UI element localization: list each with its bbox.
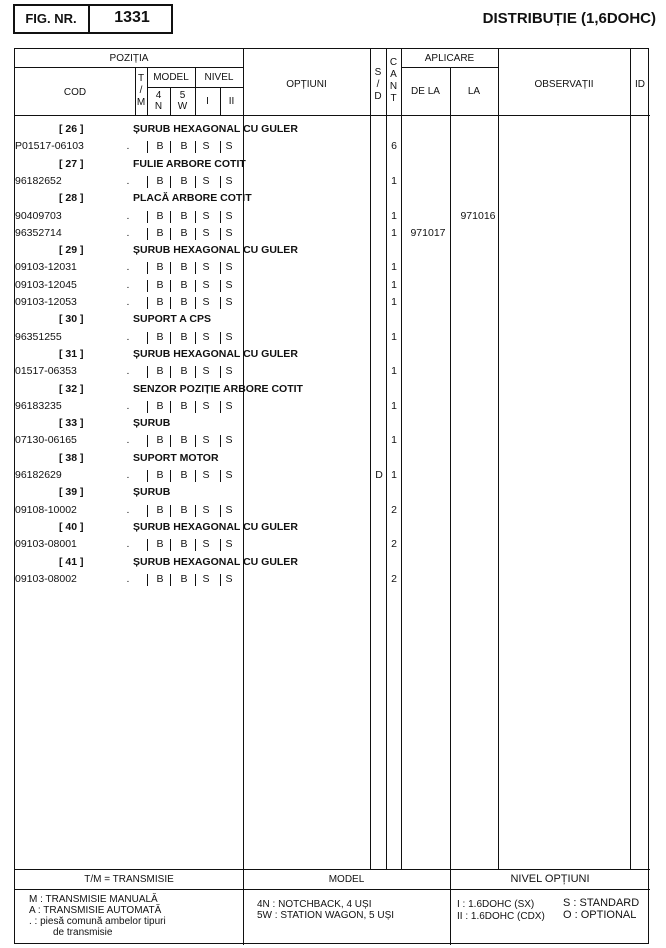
cell-separator xyxy=(195,176,196,188)
transmission-cell: . xyxy=(126,140,130,153)
group-header-row xyxy=(15,190,650,207)
nivel-2-cell: S xyxy=(225,399,233,412)
sd-cell: D xyxy=(375,469,383,481)
quantity-cell: 1 xyxy=(391,330,397,343)
part-row xyxy=(15,173,650,190)
transmission-cell: . xyxy=(126,469,130,481)
model-4n-cell: B xyxy=(156,296,164,308)
part-row xyxy=(15,467,650,484)
part-row xyxy=(15,502,650,519)
nivel-1-cell: S xyxy=(202,330,210,343)
footer-nivel-line-1: I : 1.6DOHC (SX) xyxy=(457,899,535,910)
cell-separator xyxy=(147,228,148,240)
nivel-1-cell: S xyxy=(202,209,210,222)
quantity-cell: 6 xyxy=(391,140,397,153)
model-4n-cell: B xyxy=(156,503,164,516)
position-number: [ 41 ] xyxy=(59,555,84,568)
cell-separator xyxy=(147,211,148,223)
model-4n-cell: B xyxy=(156,226,164,239)
nivel-1-cell: S xyxy=(202,226,210,239)
cell-separator xyxy=(170,505,171,517)
quantity-cell: 1 xyxy=(391,261,397,274)
cell-separator xyxy=(147,435,148,447)
quantity-cell: 1 xyxy=(391,209,397,222)
header-model-5w: 5 W xyxy=(177,90,188,112)
model-4n-cell: B xyxy=(156,330,164,343)
cell-separator xyxy=(147,297,148,309)
model-4n-cell: B xyxy=(156,434,164,447)
cell-separator xyxy=(147,470,148,482)
header-pozitia: POZIȚIA xyxy=(109,53,149,64)
quantity-cell: 1 xyxy=(391,399,397,412)
part-code: 96351255 xyxy=(15,330,62,343)
header-cant: C A N T xyxy=(389,57,398,104)
part-description: SUPORT A CPS xyxy=(133,313,211,326)
model-5w-cell: B xyxy=(180,261,188,274)
part-code: 09103-12045 xyxy=(15,278,77,291)
part-description: ȘURUB HEXAGONAL CU GULER xyxy=(133,520,298,533)
model-5w-cell: B xyxy=(180,365,188,378)
cell-separator xyxy=(147,366,148,378)
cell-separator xyxy=(170,262,171,274)
cell-separator xyxy=(147,280,148,292)
transmission-cell: . xyxy=(126,503,130,516)
nivel-2-cell: S xyxy=(225,209,233,222)
position-number: [ 39 ] xyxy=(59,486,84,499)
cell-separator xyxy=(170,141,171,153)
part-code: 96183235 xyxy=(15,399,62,412)
position-number: [ 30 ] xyxy=(59,313,84,326)
model-5w-cell: B xyxy=(180,296,188,308)
model-4n-cell: B xyxy=(156,538,164,551)
transmission-cell: . xyxy=(126,572,130,585)
quantity-cell: 2 xyxy=(391,572,397,585)
footer-model-title: MODEL xyxy=(328,874,365,885)
cell-separator xyxy=(170,176,171,188)
part-row xyxy=(15,208,650,225)
part-code: 09103-08001 xyxy=(15,538,77,551)
nivel-1-cell: S xyxy=(202,140,210,153)
cell-separator xyxy=(147,262,148,274)
group-header-row xyxy=(15,242,650,259)
cell-separator xyxy=(170,228,171,240)
nivel-1-cell: S xyxy=(202,503,210,516)
cell-separator xyxy=(195,470,196,482)
cell-separator xyxy=(195,539,196,551)
nivel-1-cell: S xyxy=(202,469,210,481)
nivel-2-cell: S xyxy=(225,226,233,239)
footer-tm-line-4: de transmisie xyxy=(53,927,113,938)
footer-model-line-2: 5W : STATION WAGON, 5 UȘI xyxy=(257,910,395,921)
nivel-1-cell: S xyxy=(202,572,210,585)
part-row xyxy=(15,138,650,155)
cell-separator xyxy=(147,141,148,153)
nivel-1-cell: S xyxy=(202,365,210,378)
model-4n-cell: B xyxy=(156,469,164,481)
cell-separator xyxy=(195,228,196,240)
header-optiuni: OPȚIUNI xyxy=(286,79,327,90)
part-code: 96352714 xyxy=(15,226,62,239)
header-nivel-2: II xyxy=(228,96,235,107)
part-code: 09103-08002 xyxy=(15,572,77,585)
header-observatii: OBSERVAȚII xyxy=(534,79,594,90)
model-5w-cell: B xyxy=(180,174,188,187)
cell-separator xyxy=(170,539,171,551)
part-code: P01517-06103 xyxy=(15,140,84,153)
part-code: 09103-12031 xyxy=(15,261,77,274)
position-number: [ 27 ] xyxy=(59,157,84,170)
group-header-row xyxy=(15,519,650,536)
cell-separator xyxy=(170,297,171,309)
cell-separator xyxy=(195,366,196,378)
nivel-1-cell: S xyxy=(202,278,210,291)
footer-tm-line-3: . : piesă comună ambelor tipuri xyxy=(29,916,166,927)
group-header-row xyxy=(15,156,650,173)
transmission-cell: . xyxy=(126,226,130,239)
quantity-cell: 2 xyxy=(391,503,397,516)
position-number: [ 40 ] xyxy=(59,520,84,533)
part-code: 01517-06353 xyxy=(15,365,77,378)
cell-separator xyxy=(147,176,148,188)
cell-separator xyxy=(195,141,196,153)
position-number: [ 29 ] xyxy=(59,244,84,257)
model-4n-cell: B xyxy=(156,140,164,153)
group-header-row xyxy=(15,311,650,328)
quantity-cell: 1 xyxy=(391,278,397,291)
position-number: [ 33 ] xyxy=(59,417,84,430)
part-row xyxy=(15,225,650,242)
part-row xyxy=(15,571,650,588)
quantity-cell: 1 xyxy=(391,365,397,378)
group-header-row xyxy=(15,381,650,398)
model-5w-cell: B xyxy=(180,434,188,447)
part-code: 90409703 xyxy=(15,209,62,222)
part-description: SUPORT MOTOR xyxy=(133,451,219,464)
cell-separator xyxy=(170,470,171,482)
footer-model-line-1: 4N : NOTCHBACK, 4 UȘI xyxy=(257,899,372,910)
part-description: ȘURUB HEXAGONAL CU GULER xyxy=(133,347,298,360)
transmission-cell: . xyxy=(126,174,130,187)
part-description: ȘURUB xyxy=(133,486,171,499)
header-de-la: DE LA xyxy=(411,86,440,97)
part-description: SENZOR POZIȚIE ARBORE COTIT xyxy=(133,382,303,395)
cell-separator xyxy=(195,505,196,517)
footer-tm-line-2: A : TRANSMISIE AUTOMATĂ xyxy=(29,905,162,916)
header-sd: S / D xyxy=(374,67,382,102)
header-model: MODEL xyxy=(153,72,189,83)
cell-separator xyxy=(195,211,196,223)
nivel-2-cell: S xyxy=(225,538,233,551)
part-row xyxy=(15,363,650,380)
header-model-4n: 4 N xyxy=(154,90,163,112)
model-4n-cell: B xyxy=(156,261,164,274)
footer-header-line xyxy=(15,889,650,890)
model-5w-cell: B xyxy=(180,278,188,291)
nivel-2-cell: S xyxy=(225,174,233,187)
footer-nivel-code-1: S : STANDARD xyxy=(563,897,640,909)
group-header-row xyxy=(15,121,650,138)
part-row xyxy=(15,259,650,276)
nivel-2-cell: S xyxy=(225,572,233,585)
model-5w-cell: B xyxy=(180,226,188,239)
nivel-1-cell: S xyxy=(202,538,210,551)
cell-separator xyxy=(147,505,148,517)
part-code: 09103-12053 xyxy=(15,296,77,308)
position-number: [ 28 ] xyxy=(59,192,84,205)
header-bottom-line xyxy=(15,115,650,116)
transmission-cell: . xyxy=(126,365,130,378)
header-la: LA xyxy=(467,86,481,97)
footer-nivel-line-2: II : 1.6DOHC (CDX) xyxy=(457,911,545,922)
cell-separator xyxy=(195,297,196,309)
group-header-row xyxy=(15,346,650,363)
transmission-cell: . xyxy=(126,399,130,412)
model-5w-cell: B xyxy=(180,140,188,153)
cell-separator xyxy=(195,401,196,413)
nivel-2-cell: S xyxy=(225,434,233,447)
model-4n-cell: B xyxy=(156,365,164,378)
cell-separator xyxy=(195,280,196,292)
cell-separator xyxy=(170,574,171,586)
model-5w-cell: B xyxy=(180,399,188,412)
quantity-cell: 1 xyxy=(391,296,397,308)
header-line-aplicare xyxy=(401,67,498,68)
position-number: [ 31 ] xyxy=(59,347,84,360)
cell-separator xyxy=(170,401,171,413)
part-row xyxy=(15,398,650,415)
part-description: ȘURUB HEXAGONAL CU GULER xyxy=(133,555,298,568)
cell-separator xyxy=(147,574,148,586)
part-code: 09108-10002 xyxy=(15,503,77,516)
parts-rows xyxy=(15,121,650,861)
cell-separator xyxy=(195,332,196,344)
figure-number: 1331 xyxy=(114,9,150,26)
model-5w-cell: B xyxy=(180,503,188,516)
header-id: ID xyxy=(635,79,645,90)
transmission-cell: . xyxy=(126,296,130,308)
transmission-cell: . xyxy=(126,261,130,274)
model-5w-cell: B xyxy=(180,330,188,343)
cell-separator xyxy=(170,366,171,378)
part-description: ȘURUB xyxy=(133,417,171,430)
header-tm: T / M xyxy=(136,73,146,108)
nivel-2-cell: S xyxy=(225,296,233,308)
nivel-2-cell: S xyxy=(225,469,233,481)
footer-top-line xyxy=(15,869,650,870)
position-number: [ 38 ] xyxy=(59,451,84,464)
header-nivel: NIVEL xyxy=(204,72,234,83)
part-row xyxy=(15,329,650,346)
quantity-cell: 1 xyxy=(391,174,397,187)
apply-from-cell: 971017 xyxy=(410,226,446,239)
footer-tm-line-1: M : TRANSMISIE MANUALĂ xyxy=(29,894,158,905)
part-description: FULIE ARBORE COTIT xyxy=(133,157,246,170)
quantity-cell: 1 xyxy=(391,434,397,447)
cell-separator xyxy=(170,332,171,344)
part-code: 96182652 xyxy=(15,174,62,187)
transmission-cell: . xyxy=(126,434,130,447)
cell-separator xyxy=(170,435,171,447)
nivel-2-cell: S xyxy=(225,365,233,378)
header-line-model-nivel xyxy=(147,87,243,88)
cell-separator xyxy=(195,262,196,274)
quantity-cell: 1 xyxy=(391,226,397,239)
nivel-2-cell: S xyxy=(225,503,233,516)
figure-label: FIG. NR. xyxy=(25,11,77,26)
parts-table xyxy=(14,48,649,944)
part-row xyxy=(15,432,650,449)
nivel-2-cell: S xyxy=(225,278,233,291)
transmission-cell: . xyxy=(126,209,130,222)
footer-nivel-title: NIVEL OPȚIUNI xyxy=(510,873,590,885)
model-5w-cell: B xyxy=(180,538,188,551)
group-header-row xyxy=(15,554,650,571)
transmission-cell: . xyxy=(126,278,130,291)
apply-to-cell: 971016 xyxy=(460,209,496,222)
model-4n-cell: B xyxy=(156,174,164,187)
part-code: 96182629 xyxy=(15,469,62,481)
nivel-2-cell: S xyxy=(225,261,233,274)
model-5w-cell: B xyxy=(180,572,188,585)
cell-separator xyxy=(147,401,148,413)
header-cod: COD xyxy=(63,87,87,98)
cell-separator xyxy=(195,435,196,447)
transmission-cell: . xyxy=(126,538,130,551)
cell-separator xyxy=(195,574,196,586)
group-header-row xyxy=(15,415,650,432)
nivel-2-cell: S xyxy=(225,330,233,343)
cell-separator xyxy=(147,539,148,551)
part-description: ȘURUB HEXAGONAL CU GULER xyxy=(133,123,298,135)
group-header-row xyxy=(15,484,650,501)
model-4n-cell: B xyxy=(156,209,164,222)
quantity-cell: 1 xyxy=(391,469,397,481)
part-code: 07130-06165 xyxy=(15,434,77,447)
part-row xyxy=(15,536,650,553)
quantity-cell: 2 xyxy=(391,538,397,551)
part-description: PLACĂ ARBORE COTIT xyxy=(133,192,252,205)
page-title: DISTRIBUȚIE (1,6DOHC) xyxy=(482,10,656,27)
model-4n-cell: B xyxy=(156,572,164,585)
cell-separator xyxy=(170,280,171,292)
position-number: [ 26 ] xyxy=(59,123,84,135)
nivel-1-cell: S xyxy=(202,174,210,187)
figure-box-divider xyxy=(88,4,90,34)
cell-separator xyxy=(147,332,148,344)
transmission-cell: . xyxy=(126,330,130,343)
part-description: ȘURUB HEXAGONAL CU GULER xyxy=(133,244,298,257)
nivel-1-cell: S xyxy=(202,296,210,308)
model-5w-cell: B xyxy=(180,469,188,481)
header-aplicare: APLICARE xyxy=(424,53,475,64)
nivel-1-cell: S xyxy=(202,399,210,412)
nivel-1-cell: S xyxy=(202,261,210,274)
model-4n-cell: B xyxy=(156,399,164,412)
part-row xyxy=(15,277,650,294)
group-header-row xyxy=(15,450,650,467)
nivel-2-cell: S xyxy=(225,140,233,153)
part-row xyxy=(15,294,650,311)
header-nivel-1: I xyxy=(206,96,209,107)
footer-nivel-code-2: O : OPTIONAL xyxy=(563,909,637,921)
model-5w-cell: B xyxy=(180,209,188,222)
nivel-1-cell: S xyxy=(202,434,210,447)
cell-separator xyxy=(170,211,171,223)
position-number: [ 32 ] xyxy=(59,382,84,395)
model-4n-cell: B xyxy=(156,278,164,291)
header-line-pozitia xyxy=(15,67,243,68)
footer-tm-title: T/M = TRANSMISIE xyxy=(84,874,174,885)
